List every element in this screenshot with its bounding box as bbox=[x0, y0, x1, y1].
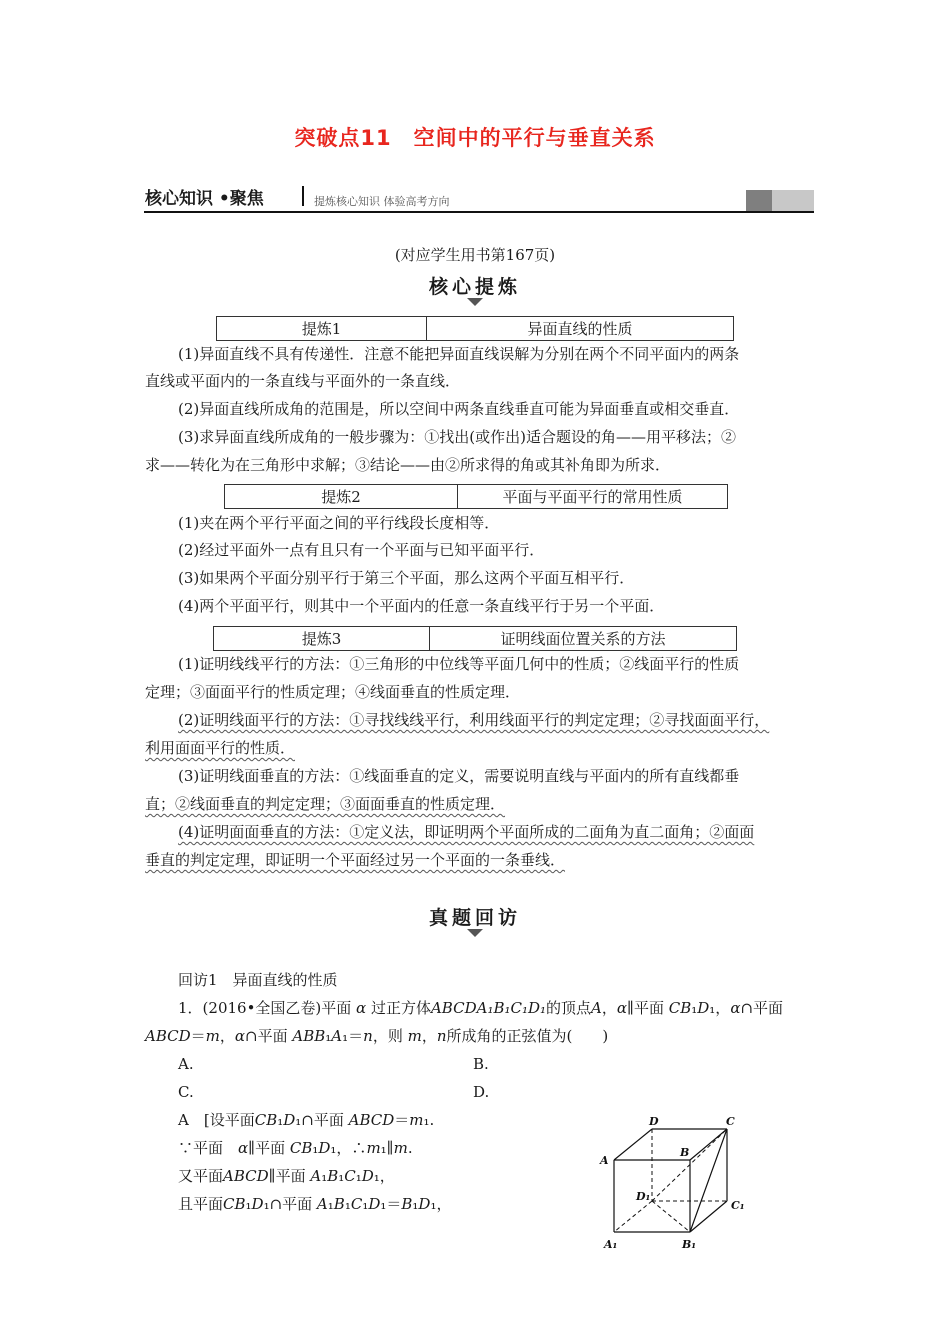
section-heading-core: 核心提炼 bbox=[428, 276, 521, 298]
refine-label: 提炼3 bbox=[214, 627, 430, 650]
refine-table-3 bbox=[213, 626, 737, 651]
paragraph: (1)异面直线不具有传递性．注意不能把异面直线误解为分别在两个不同平面内的两条 bbox=[178, 345, 740, 363]
paragraph: 利用面面平行的性质． bbox=[145, 739, 296, 757]
heading-triangle-icon bbox=[467, 298, 483, 306]
section-bar-subtitle: 提炼核心知识 体验高考方向 bbox=[314, 195, 450, 208]
vertex-label-a: A bbox=[600, 1154, 609, 1167]
paragraph: (3)求异面直线所成角的一般步骤为：①找出(或作出)适合题设的角——用平移法；② bbox=[178, 428, 736, 446]
cube-figure bbox=[594, 1112, 764, 1257]
paragraph: (1)夹在两个平行平面之间的平行线段长度相等． bbox=[178, 514, 500, 532]
refine-table-1 bbox=[216, 316, 734, 341]
paragraph: 直线或平面内的一条直线与平面外的一条直线． bbox=[145, 372, 461, 390]
refine-table-2 bbox=[224, 484, 728, 509]
paragraph: (4)证明面面垂直的方法：①定义法，即证明两个平面所成的二面角为直二面角；②面面 bbox=[178, 823, 755, 841]
vertex-label-d: D bbox=[649, 1115, 659, 1128]
heading-triangle-icon bbox=[467, 929, 483, 937]
section-bar-dark-block bbox=[746, 190, 772, 211]
solution-line-1: A [设平面CB₁D₁∩平面 ABCD＝m₁. bbox=[178, 1111, 435, 1129]
vertex-label-c: C bbox=[726, 1115, 735, 1128]
solution-line-4: 且平面CB₁D₁∩平面 A₁B₁C₁D₁＝B₁D₁， bbox=[178, 1195, 452, 1213]
review-heading: 回访1 异面直线的性质 bbox=[178, 971, 338, 989]
paragraph: (2)经过平面外一点有且只有一个平面与已知平面平行． bbox=[178, 541, 545, 559]
paragraph: (2)异面直线所成角的范围是，所以空间中两条直线垂直可能为异面垂直或相交垂直． bbox=[178, 400, 740, 418]
section-bar-divider bbox=[302, 186, 304, 206]
paragraph: (4)两个平面平行，则其中一个平面内的任意一条直线平行于另一个平面． bbox=[178, 597, 665, 615]
refine-label: 提炼1 bbox=[217, 317, 427, 340]
option-a[interactable]: A. bbox=[178, 1055, 194, 1073]
option-b[interactable]: B. bbox=[473, 1055, 489, 1073]
paragraph: 垂直的判定定理，即证明一个平面经过另一个平面的一条垂线． bbox=[145, 851, 566, 869]
paragraph: (3)证明线面垂直的方法：①线面垂直的定义，需要说明直线与平面内的所有直线都垂 bbox=[178, 767, 740, 785]
vertex-label-b: B bbox=[680, 1146, 690, 1159]
refine-topic: 证明线面位置关系的方法 bbox=[500, 630, 666, 648]
question-line-2: ABCD＝m，α∩平面 ABB₁A₁＝n，则 m，n所成角的正弦值为( ) bbox=[145, 1027, 609, 1045]
solution-line-2: ∵平面 α∥平面 CB₁D₁，∴m₁∥m. bbox=[178, 1139, 413, 1157]
vertex-label-c1: C₁ bbox=[731, 1199, 745, 1212]
paragraph: 求——转化为在三角形中求解；③结论——由②所求得的角或其补角即为所求． bbox=[145, 456, 671, 474]
paragraph: 定理；③面面平行的性质定理；④线面垂直的性质定理． bbox=[145, 683, 521, 701]
paragraph: (2)证明线面平行的方法：①寻找线线平行，利用线面平行的判定定理；②寻找面面平行， bbox=[178, 711, 770, 729]
section-heading-review: 真题回访 bbox=[428, 907, 521, 929]
section-bar-light-block bbox=[772, 190, 814, 211]
refine-topic: 平面与平面平行的常用性质 bbox=[502, 488, 683, 506]
vertex-label-d1: D₁ bbox=[636, 1190, 651, 1203]
refine-topic: 异面直线的性质 bbox=[527, 320, 633, 338]
page-reference: (对应学生用书第167页) bbox=[394, 246, 556, 264]
option-c[interactable]: C. bbox=[178, 1083, 194, 1101]
paragraph: (1)证明线线平行的方法：①三角形的中位线等平面几何中的性质；②线面平行的性质 bbox=[178, 655, 740, 673]
page-title: 突破点11 空间中的平行与垂直关系 bbox=[294, 126, 656, 150]
question-line-1: 1．(2016•全国乙卷)平面 α 过正方体ABCDA₁B₁C₁D₁的顶点A，α∥平面 CB₁D₁，α∩平面 bbox=[178, 999, 784, 1017]
vertex-label-b1: B₁ bbox=[682, 1238, 697, 1251]
paragraph: (3)如果两个平面分别平行于第三个平面，那么这两个平面互相平行． bbox=[178, 569, 635, 587]
option-d[interactable]: D. bbox=[473, 1083, 490, 1101]
section-bar-title: 核心知识 •聚焦 bbox=[145, 189, 264, 209]
solution-line-3: 又平面ABCD∥平面 A₁B₁C₁D₁， bbox=[178, 1167, 395, 1185]
refine-label: 提炼2 bbox=[225, 485, 458, 508]
section-bar-rule bbox=[144, 211, 814, 213]
vertex-label-a1: A₁ bbox=[604, 1238, 618, 1251]
paragraph: 直；②线面垂直的判定定理；③面面垂直的性质定理． bbox=[145, 795, 506, 813]
